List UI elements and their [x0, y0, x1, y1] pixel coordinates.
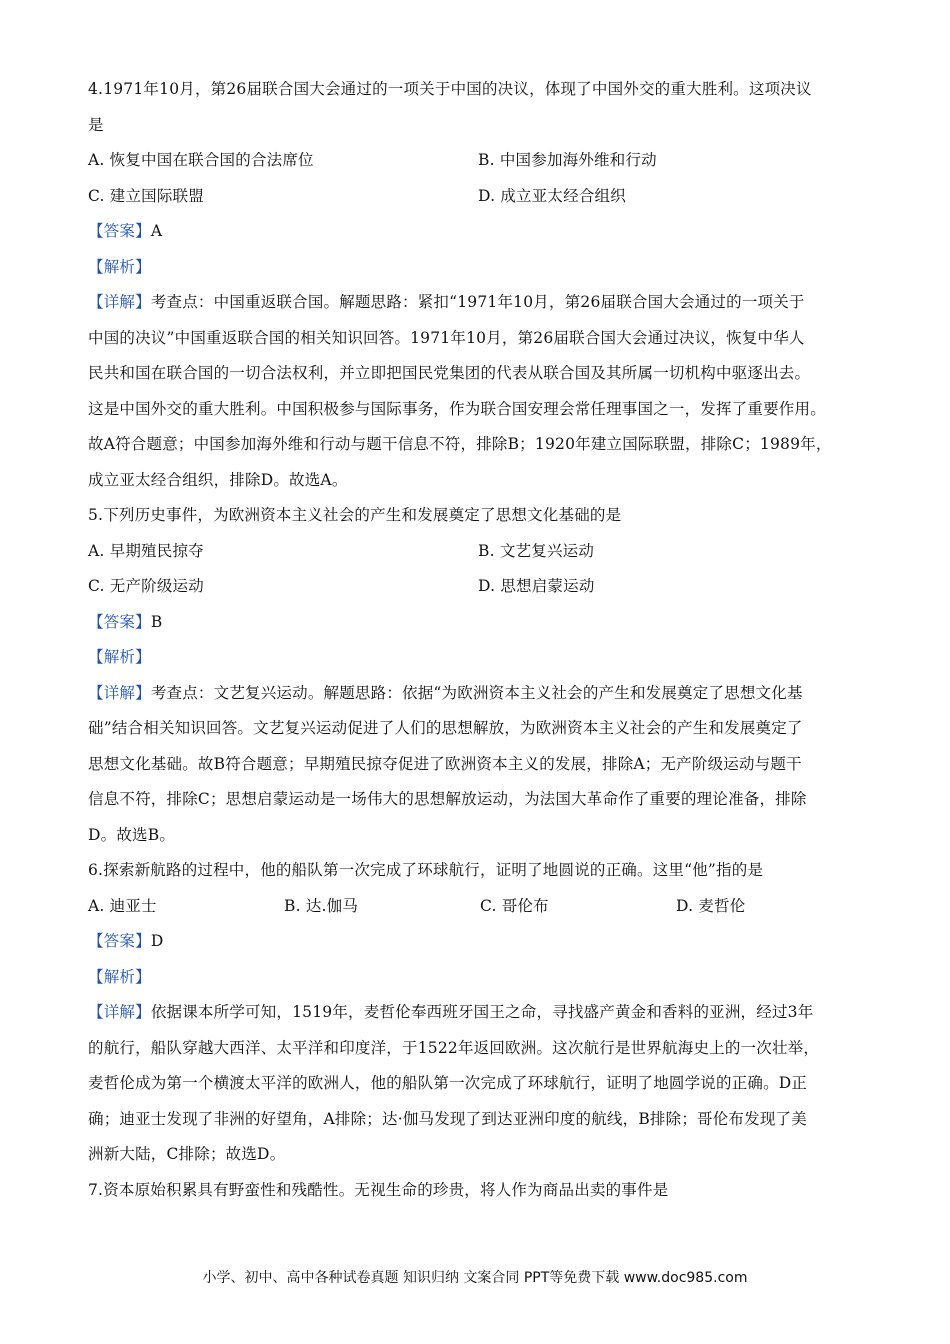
q5-detail-tag: 【详解】	[88, 683, 151, 702]
q4-option-d: D. 成立亚太经合组织	[478, 186, 626, 205]
page-footer: 小学、初中、高中各种试卷真题 知识归纳 文案合同 PPT等免费下载 www.doc985.com	[202, 1270, 748, 1286]
q6-detail-line-1	[88, 995, 874, 1031]
q5-detail-line-1	[88, 676, 874, 712]
q5-detail-line-4: 信息不符，排除C；思想启蒙运动是一场伟大的思想解放运动，为法国大革命作了重要的理论准备，排除	[88, 790, 807, 808]
q5-answer-tag: 【答案】	[88, 612, 151, 631]
q6-detail-text-1: 依据课本所学可知，1519年，麦哲伦奉西班牙国王之命，寻找盛产黄金和香料的亚洲，经过3年	[150, 1003, 814, 1021]
q4-detail-line-4: 这是中国外交的重大胜利。中国积极参与国际事务，作为联合国安理会常任理事国之一，发挥了重要作用。	[88, 399, 826, 418]
q5-detail-line-5: D。故选B。	[88, 825, 176, 844]
q7-stem: 7.资本原始积累具有野蛮性和残酷性。无视生命的珍贵，将人作为商品出卖的事件是	[88, 1180, 669, 1199]
q6-option-d: D. 麦哲伦	[676, 896, 746, 915]
q4-option-b: B. 中国参加海外维和行动	[478, 151, 657, 169]
q5-options-row-1	[88, 534, 874, 570]
q4-answer-value: A	[150, 222, 163, 240]
q6-option-b: B. 达.伽马	[284, 896, 359, 915]
q4-detail-tag: 【详解】	[88, 293, 151, 311]
q4-detail-text-1: 考查点：中国重返联合国。解题思路：紧扣“1971年10月，第26届联合国大会通过的一项关于	[150, 293, 805, 311]
q4-detail-line-3: 民共和国在联合国的一切合法权利，并立即把国民党集团的代表从联合国及其所属一切机构中驱逐出去。	[88, 364, 811, 382]
q6-detail-line-4: 确；迪亚士发现了非洲的好望角，A排除；达·伽马发现了到达亚洲印度的航线，B排除；哥伦布发现了美	[88, 1109, 807, 1128]
q6-analysis-tag: 【解析】	[88, 967, 151, 986]
q5-detail-line-2: 础”结合相关知识回答。文艺复兴运动促进了人们的思想解放，为欧洲资本主义社会的产生和发展奠定了	[88, 719, 803, 737]
q5-detail-text-1: 考查点：文艺复兴运动。解题思路：依据“为欧洲资本主义社会的产生和发展奠定了思想文化基	[150, 683, 803, 702]
q5-option-a: A. 早期殖民掠夺	[88, 541, 204, 560]
q5-answer-value: B	[150, 612, 163, 631]
q6-stem: 6.探索新航路的过程中，他的船队第一次完成了环球航行，证明了地圆说的正确。这里“他”指的是	[88, 861, 764, 879]
q4-stem-line-2: 是	[88, 115, 104, 134]
q6-option-c: C. 哥伦布	[480, 896, 549, 915]
q4-option-a: A. 恢复中国在联合国的合法席位	[88, 151, 314, 169]
q5-detail-line-3: 思想文化基础。故B符合题意；早期殖民掠夺促进了欧洲资本主义的发展，排除A；无产阶级运动与题干	[88, 754, 802, 773]
q6-detail-line-2: 的航行，船队穿越大西洋、太平洋和印度洋，于1522年返回欧洲。这次航行是世界航海史上的一次壮举，	[88, 1038, 820, 1057]
q4-options-row-1	[88, 143, 874, 179]
q4-stem-line-1: 4.1971年10月，第26届联合国大会通过的一项关于中国的决议，体现了中国外交的重大胜利。这项决议	[88, 80, 812, 98]
q4-option-c: C. 建立国际联盟	[88, 186, 204, 205]
q5-options-row-2	[88, 569, 874, 605]
q4-detail-line-1	[88, 285, 874, 321]
q6-detail-tag: 【详解】	[88, 1003, 151, 1021]
q5-analysis-tag: 【解析】	[88, 648, 151, 666]
document-page	[88, 72, 874, 1208]
q6-option-a: A. 迪亚士	[88, 896, 157, 915]
q4-options-row-2	[88, 179, 874, 215]
q5-answer	[88, 605, 874, 641]
q4-answer	[88, 214, 874, 250]
q5-option-c: C. 无产阶级运动	[88, 577, 204, 595]
q4-detail-line-5: 故A符合题意；中国参加海外维和行动与题干信息不符，排除B；1920年建立国际联盟，排除C；1989年，	[88, 435, 832, 453]
q5-option-d: D. 思想启蒙运动	[478, 577, 595, 595]
q6-detail-line-5: 洲新大陆，C排除；故选D。	[88, 1145, 286, 1163]
q4-detail-line-2: 中国的决议”中国重返联合国的相关知识回答。1971年10月，第26届联合国大会通过决议，恢复中华人	[88, 328, 805, 347]
q5-stem: 5.下列历史事件，为欧洲资本主义社会的产生和发展奠定了思想文化基础的是	[88, 506, 622, 524]
q6-answer-tag: 【答案】	[88, 932, 151, 950]
q4-detail-line-6: 成立亚太经合组织，排除D。故选A。	[88, 470, 348, 489]
q5-option-b: B. 文艺复兴运动	[478, 541, 595, 560]
q6-answer-value: D	[150, 932, 164, 950]
q6-answer	[88, 924, 874, 960]
q6-options-row	[88, 889, 874, 925]
q6-detail-line-3: 麦哲伦成为第一个横渡太平洋的欧洲人，他的船队第一次完成了环球航行，证明了地圆学说的正确。D正	[88, 1074, 808, 1092]
q4-analysis-tag: 【解析】	[88, 257, 151, 276]
q4-answer-tag: 【答案】	[88, 222, 151, 240]
